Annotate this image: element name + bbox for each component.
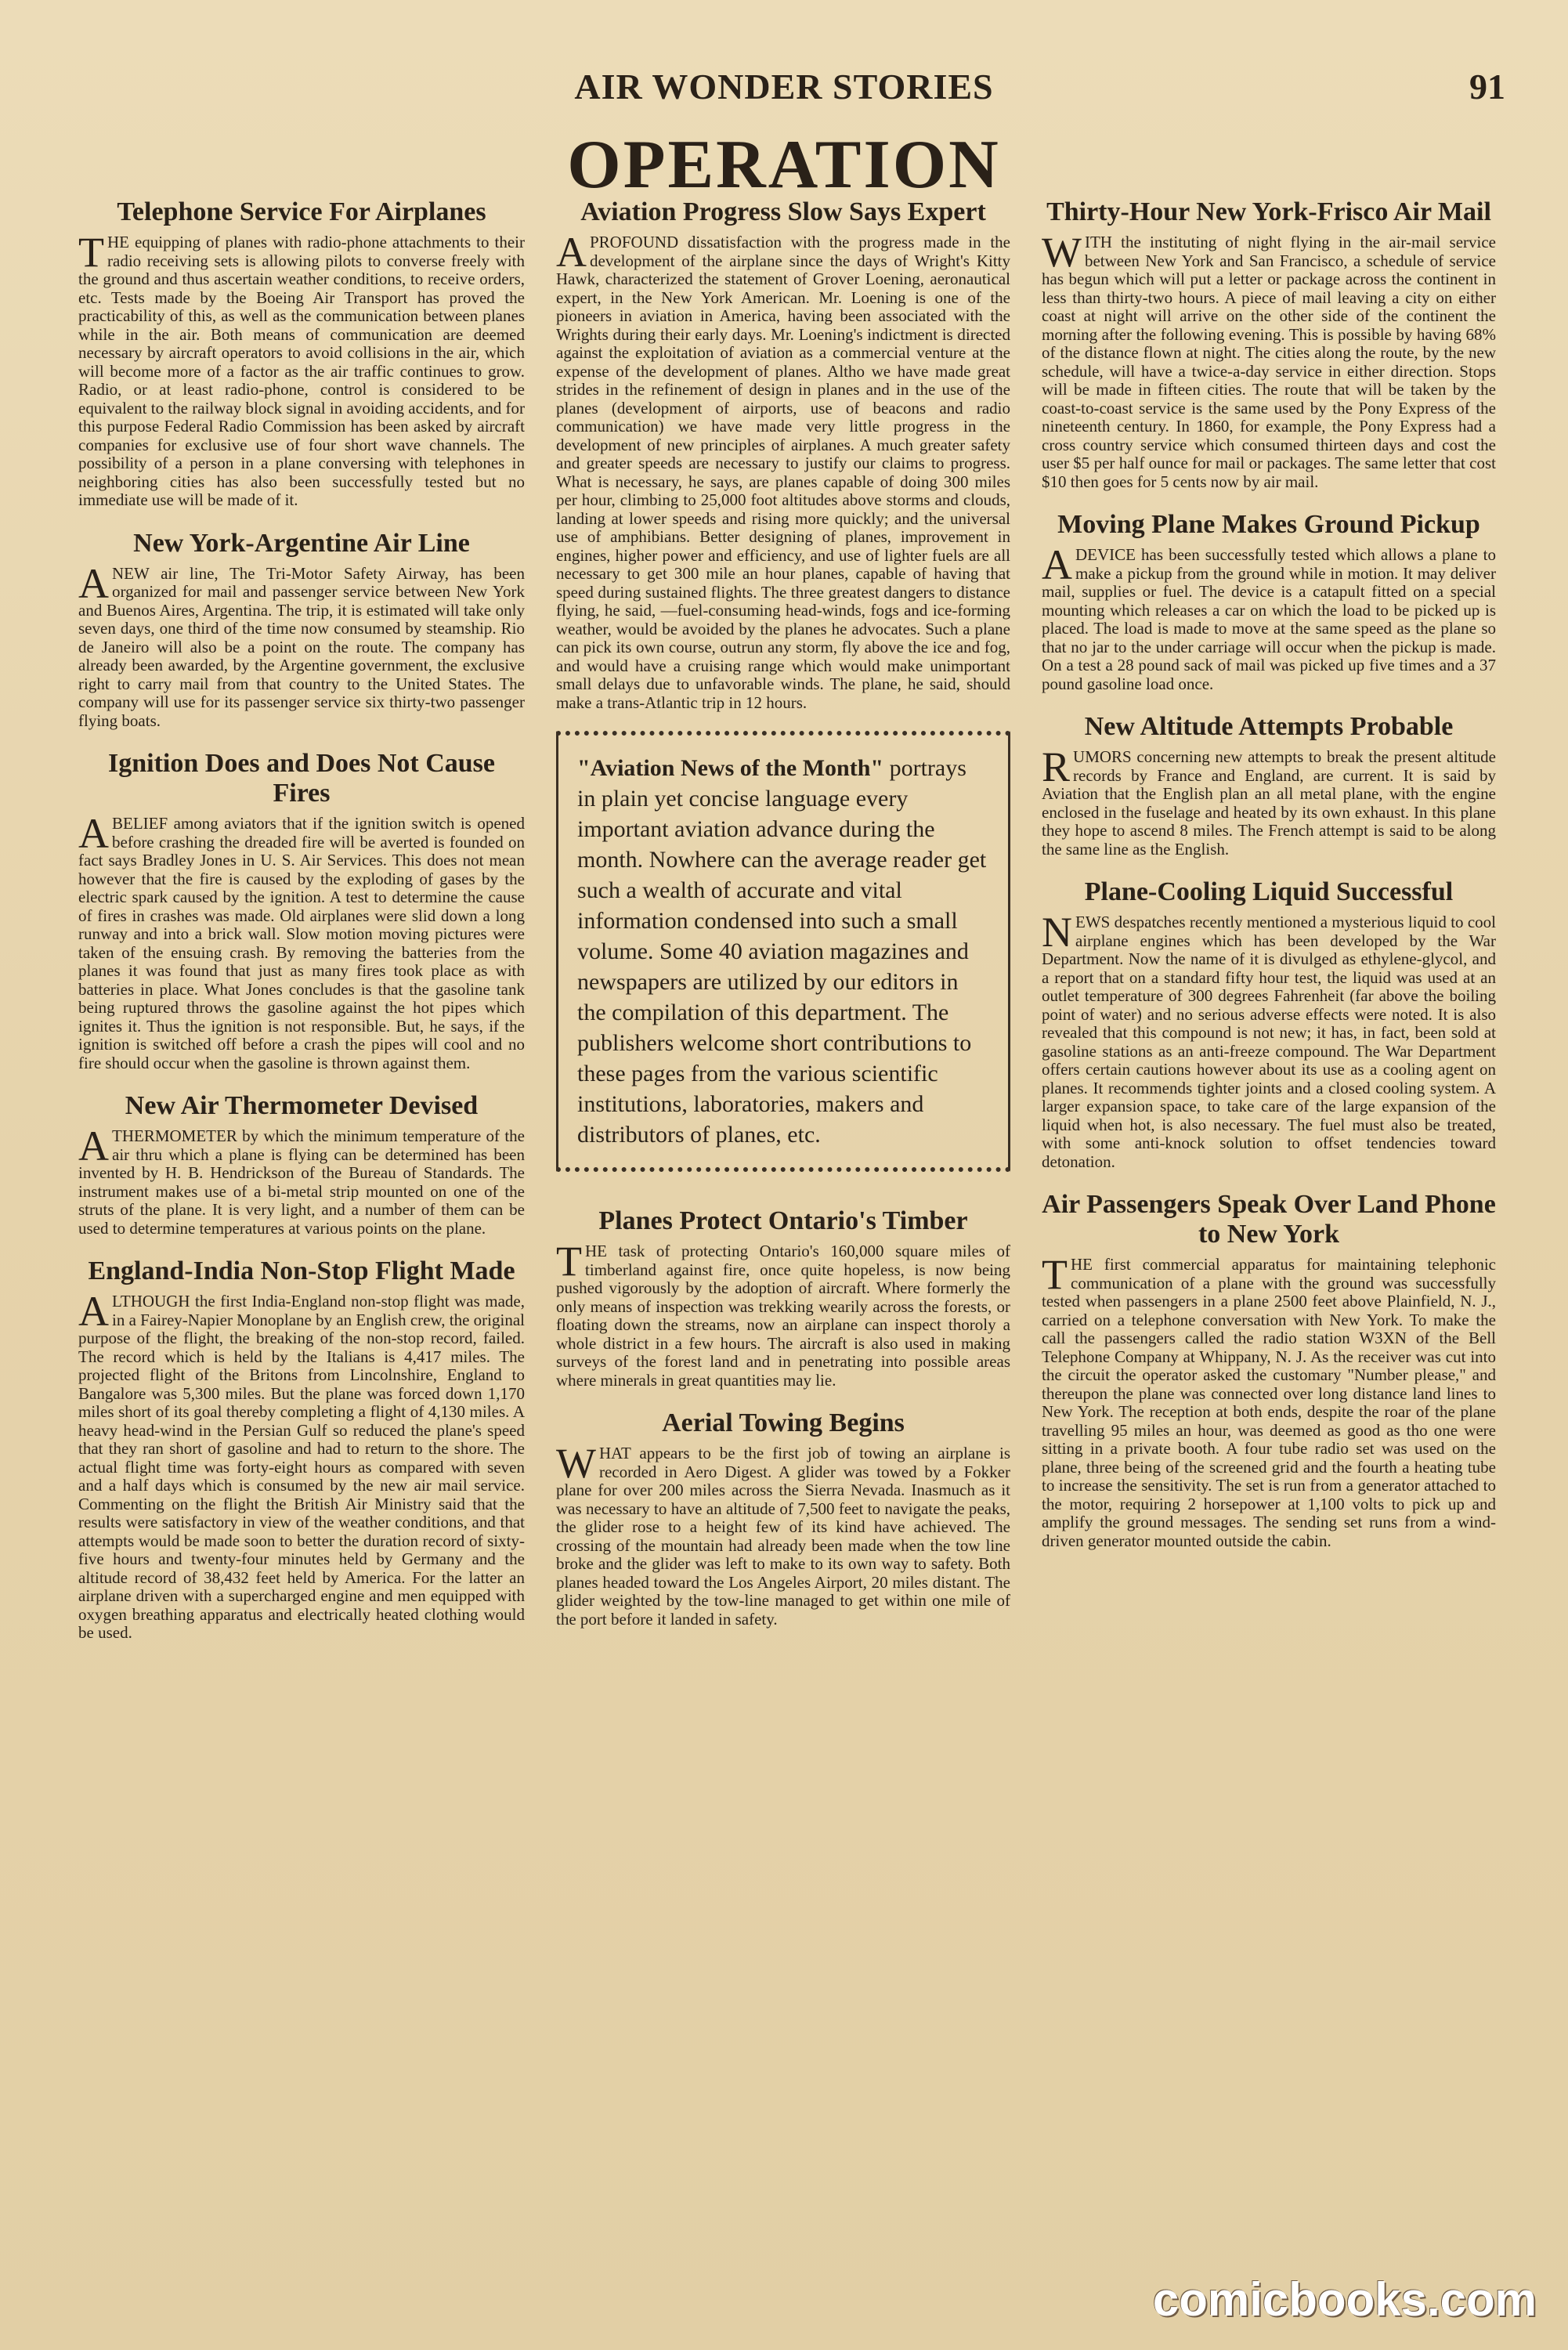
drop-cap: W <box>1042 229 1082 276</box>
article-body <box>1042 1251 1496 1550</box>
article-body <box>78 1123 525 1238</box>
article-aerial-towing <box>556 1408 1010 1629</box>
article-air-thermometer <box>78 1091 525 1238</box>
article-body <box>78 229 525 510</box>
column-right <box>1042 197 1496 1569</box>
article-body <box>78 1288 525 1643</box>
drop-cap: T <box>1042 1251 1068 1298</box>
article-text: PROFOUND dissatisfaction with the progress made in the development of the airplane since the days of Wright's Kitty Hawk, characterized the statement of Grover Loening, aeronautical expert, in the New York American. Mr. Loening is one of the pioneers in aviation in America, having been associated with the Wrights during their early days. Mr. Loening's indictment is directed against the exploitation of aviation as a commercial venture at the expense of the development of planes. Altho we have made great strides in the refinement of design in planes and in the use of the planes (development of airports, use of beacons and radio communication) we have made very little progress in the development of new principles of airplanes. A much greater safety and greater speeds are necessary to justify our claims to progress. What is necessary, he says, are planes capable of doing 300 miles per hour, climbing to 25,000 foot altitudes above storms and clouds, landing at lower speeds and rising more quickly; and the universal use of amphibians. Better designing of planes, improvement in engines, higher power and efficiency, and use of lighter fuels are all necessary to get 300 mile an hour planes, capable of having that speed during sustained flights. The three greatest dangers to distance flying, he said, —fuel-consuming head-winds, fogs and ice-forming weather, would be avoided by the planes he advocates. Such a plane can pick its own course, outrun any storm, fly above the ice and fog, and would have a cruising range which would make unimportant small delays due to unfavorable winds. The plane, he said, should make a trans-Atlantic trip in 12 hours. <box>556 233 1010 712</box>
article-title: New York-Argentine Air Line <box>133 528 470 558</box>
article-thirty-hour-mail <box>1042 197 1496 491</box>
section-title: OPERATION <box>567 127 1001 203</box>
article-aviation-progress <box>556 197 1010 712</box>
article-altitude-attempts <box>1042 712 1496 859</box>
drop-cap: W <box>556 1440 596 1487</box>
running-head: AIR WONDER STORIES <box>574 67 994 107</box>
editorial-body: portrays in plain yet concise language every important aviation advance during the month. Nowhere can the average reader get such a wealth of accurate and vital information condensed into such a small volume. Some 40 aviation magazines and newspapers are utilized by our editors in the compilation of this department. The publishers welcome short contributions to these pages from the various scientific institutions, laboratories, makers and distributors of planes, etc. <box>577 755 987 1148</box>
article-text: LTHOUGH the first India-England non-stop flight was made, in a Fairey-Napier Monoplane by an English crew, the original purpose of the flight, the breaking of the non-stop record, failed. The record which is held by the Italians is 4,417 miles. The projected flight of the Britons from Lincolnshire, England to Bangalore was 5,300 miles. But the plane was forced down 1,170 miles short of its goal thereby completing a flight of 4,130 miles. A heavy head-wind in the Persian Gulf so reduced the plane's speed that they ran short of gasoline and had to return to the shore. The actual flight time was forty-eight hours as compared with seven and a half days which is consumed by the new air mail service. Commenting on the flight the British Air Ministry said that the results were satisfactory in view of the weather conditions, and that attempts would be made soon to better the duration record of sixty-five hours and twenty-four minutes held by Germany and the altitude record of 38,432 feet held by America. For the latter an airplane driven with a supercharged engine and men equipped with oxygen breathing apparatus and electrically heated clothing would be used. <box>78 1292 525 1642</box>
article-body <box>556 1440 1010 1629</box>
article-england-india-flight <box>78 1256 525 1643</box>
article-body <box>1042 229 1496 491</box>
article-ontario-timber <box>556 1206 1010 1390</box>
article-text: HE equipping of planes with radio-phone attachments to their radio receiving sets is allowing pilots to converse freely with the ground and thus ascertain weather conditions, to receive orders, etc. Tests made by the Boeing Air Transport has proved the practicability of this, as well as the communication between planes while in the air. Both means of communication are deemed necessary by aircraft operators to avoid collisions in the air, which will become more of a factor as the air traffic continues to grow. Radio, or at least radio-phone, control is considered to be equivalent to the railway block signal in avoiding accidents, and for this purpose Federal Radio Commission has been asked by aircraft companies for exclusive use of four short wave channels. The possibility of a person in a plane conversing with telephones in neighboring cities has also been successfully tested but no immediate use will be made of it. <box>78 233 525 509</box>
drop-cap: A <box>1042 541 1072 588</box>
article-text: HAT appears to be the first job of towing an airplane is recorded in Aero Digest. A glider was towed by a Fokker plane for over 200 miles across the Sierra Nevada. Inasmuch as it was necessary to have an altitude of 7,500 feet to navigate the peaks, the glider rose to a height few of its kind have achieved. The crossing of the mountain had already been made when the tow line broke and the glider was left to make to its own way to safety. Both planes headed toward the Los Angeles Airport, 20 miles distant. The glider weighted by the tow-line managed to get within one mile of the port before it landed in safety. <box>556 1444 1010 1629</box>
drop-cap: N <box>1042 909 1072 956</box>
editorial-lead: "Aviation News of the Month" <box>577 755 884 781</box>
article-title: Ignition Does and Does Not Cause Fires <box>108 749 495 808</box>
article-title: Plane-Cooling Liquid Successful <box>1084 877 1454 906</box>
article-cooling-liquid <box>1042 877 1496 1171</box>
page-number: 91 <box>1469 67 1505 107</box>
article-body <box>556 229 1010 712</box>
article-body <box>1042 743 1496 859</box>
article-ground-pickup <box>1042 510 1496 693</box>
article-air-passengers-phone <box>1042 1190 1496 1550</box>
article-text: UMORS concerning new attempts to break the present altitude records by France and England, are current. It is said by Aviation that the English plan an all metal plane, with the engine enclosed in the fuselage and heated by its own exhaust. In this plane they hope to ascend 8 miles. The French attempt is said to be along the same line as the English. <box>1042 747 1496 859</box>
column-left <box>78 197 525 1661</box>
article-telephone-service <box>78 197 525 510</box>
article-title: New Air Thermometer Devised <box>125 1091 479 1120</box>
article-title: Aerial Towing Begins <box>662 1408 905 1437</box>
article-ignition-fires <box>78 749 525 1072</box>
article-text: NEW air line, The Tri-Motor Safety Airway, has been organized for mail and passenger service between New York and Buenos Aires, Argentina. The trip, it is estimated will take only seven days, one third of the time now consumed by steamship. Rio de Janeiro will also be a point on the route. The company has already been awarded, by the Argentine government, the exclusive right to carry mail from that country to the United States. The company will use for its passenger service six thirty-two passenger flying boats. <box>78 563 525 730</box>
article-text: EWS despatches recently mentioned a mysterious liquid to cool airplane engines which has been developed by the War Department. Now the name of it is divulged as ethylene-glycol, and a report that on a standard fifty hour test, the liquid was used at an outlet temperature of 300 degrees Fahrenheit (far above the boiling point of water) and no serious adverse effects were noted. It is also revealed that this compound is not new; it has, in fact, been sold at gasoline stations as an anti-freeze compound. The War Department offers certain cautions however about its use as a cooling agent on planes. It recommends tighter joints and a closed cooling system. A larger expansion space, to take care of the large expansion of the liquid when hot, is also necessary. The fuel must also be treated, with some anti-knock solution to offset tendencies toward detonation. <box>1042 913 1496 1171</box>
article-title: Telephone Service For Airplanes <box>117 197 486 226</box>
column-center <box>556 197 1010 1647</box>
editorial-box <box>556 731 1010 1172</box>
drop-cap: A <box>78 559 109 607</box>
drop-cap: A <box>78 1288 109 1335</box>
article-title: Moving Plane Makes Ground Pickup <box>1057 510 1480 539</box>
article-body <box>1042 541 1496 693</box>
article-title: Planes Protect Ontario's Timber <box>598 1206 968 1235</box>
drop-cap: A <box>556 229 587 276</box>
drop-cap: T <box>78 229 104 276</box>
article-text: ITH the instituting of night flying in the air-mail service between New York and San Francisco, a schedule of service has begun which will put a letter or package across the continent in less than thirty-two hours. A piece of mail leaving a city on either coast at night will arrive on the other side of the continent the morning after the following evening. This is possible by having 68% of the distance flown at night. The cities along the route, by the new schedule, will have a twice-a-day service in either direction. Stops will be made in fifteen cities. The route that will be taken by the coast-to-coast service is the same used by the Pony Express of the nineteenth century. In 1860, for example, the Pony Express had a cross country service which consumed thirteen days and cost the user $5 per half ounce for mail or packages. The same letter that cost $10 then goes for 5 cents now by air mail. <box>1042 233 1496 491</box>
drop-cap: R <box>1042 743 1071 790</box>
article-text: HE first commercial apparatus for maintaining telephonic communication of a plane with the ground was successfully tested when passengers in a plane 2500 feet above Plainfield, N. J., carried on a telephone conversation with New York. To make the call the passengers called the radio station W3XN of the Bell Telephone Company at Whippany, N. J. As the receiver was cut into the circuit the operator asked the customary "Number please," and thereupon the plane was connected over long distance land lines to New York. The reception at both ends, despite the roar of the plane travelling 95 miles an hour, was deemed as good as tho one were sitting in a private booth. A four tube radio set was used on the plane, three being of the screened grid and the fourth a heating tube to increase the sensitivity. The set is run from a generator attached to the motor, requiring 2 horsepower at 1,100 volts to pick up and amplify the ground messages. The sending set runs from a wind-driven generator mounted outside the cabin. <box>1042 1255 1496 1550</box>
article-new-york-argentine <box>78 529 525 731</box>
article-text: THERMOMETER by which the minimum temperature of the air thru which a plane is flying can be determined has been invented by H. B. Hendrickson of the Bureau of Standards. The instrument makes use of a bi-metal strip mounted on one of the struts of the plane. It is very light, and a number of them can be used to determine temperatures at various points on the plane. <box>78 1126 525 1238</box>
drop-cap: T <box>556 1238 582 1285</box>
editorial-text <box>577 753 989 1150</box>
article-title: Thirty-Hour New York-Frisco Air Mail <box>1046 197 1491 226</box>
article-title: Aviation Progress Slow Says Expert <box>580 197 986 226</box>
watermark-logo: comicbooks.com <box>1152 2273 1537 2326</box>
article-title: England-India Non-Stop Flight Made <box>88 1256 515 1285</box>
article-title: Air Passengers Speak Over Land Phone to New York <box>1042 1190 1496 1249</box>
article-body <box>78 810 525 1072</box>
article-text: DEVICE has been successfully tested which allows a plane to make a pickup from the ground while in motion. It may deliver mail, supplies or fuel. The device is a catapult fitted on a special mounting which releases a car on which the load to be picked up is placed. The load is made to move at the same speed as the plane so that no jar to the under carriage will occur when the pickup is made. On a test a 28 pound sack of mail was picked up five times and a 37 pound gasoline load once. <box>1042 545 1496 693</box>
drop-cap: A <box>78 810 109 857</box>
article-body <box>78 559 525 731</box>
drop-cap: A <box>78 1123 109 1170</box>
article-body <box>556 1238 1010 1390</box>
article-text: BELIEF among aviators that if the ignition switch is opened before crashing the dreaded fire will be averted is founded on fact says Bradley Jones in U. S. Air Services. This does not mean however that the fire is caused by the exploding of gases by the electric spark caused by the ignition. A test to determine the cause of fires in crashes was made. Old airplanes were slid down a long runway and into a brick wall. Slow motion moving pictures were taken of the ensuing crash. By removing the batteries from the planes it was found that just as many fires took place as with batteries in place. What Jones concludes is that the gasoline tank being ruptured throws the gasoline against the hot pipes which ignites it. Thus the ignition is not responsible. But, he says, if the ignition is switched off before a crash the pipes will cool and no fire should occur when the gasoline is thrown against them. <box>78 814 525 1072</box>
article-title: New Altitude Attempts Probable <box>1084 712 1454 741</box>
article-body <box>1042 909 1496 1171</box>
article-text: HE task of protecting Ontario's 160,000 square miles of timberland against fire, once quite hopeless, is now being pushed vigorously by the adoption of aircraft. Where formerly the only means of inspection was trekking wearily across the forests, or floating down the streams, now an airplane can inspect thoroly a whole district in a few hours. The aircraft is also used in making surveys of the forest land and in penetrating into possible areas where minerals in great quantities may lie. <box>556 1242 1010 1390</box>
